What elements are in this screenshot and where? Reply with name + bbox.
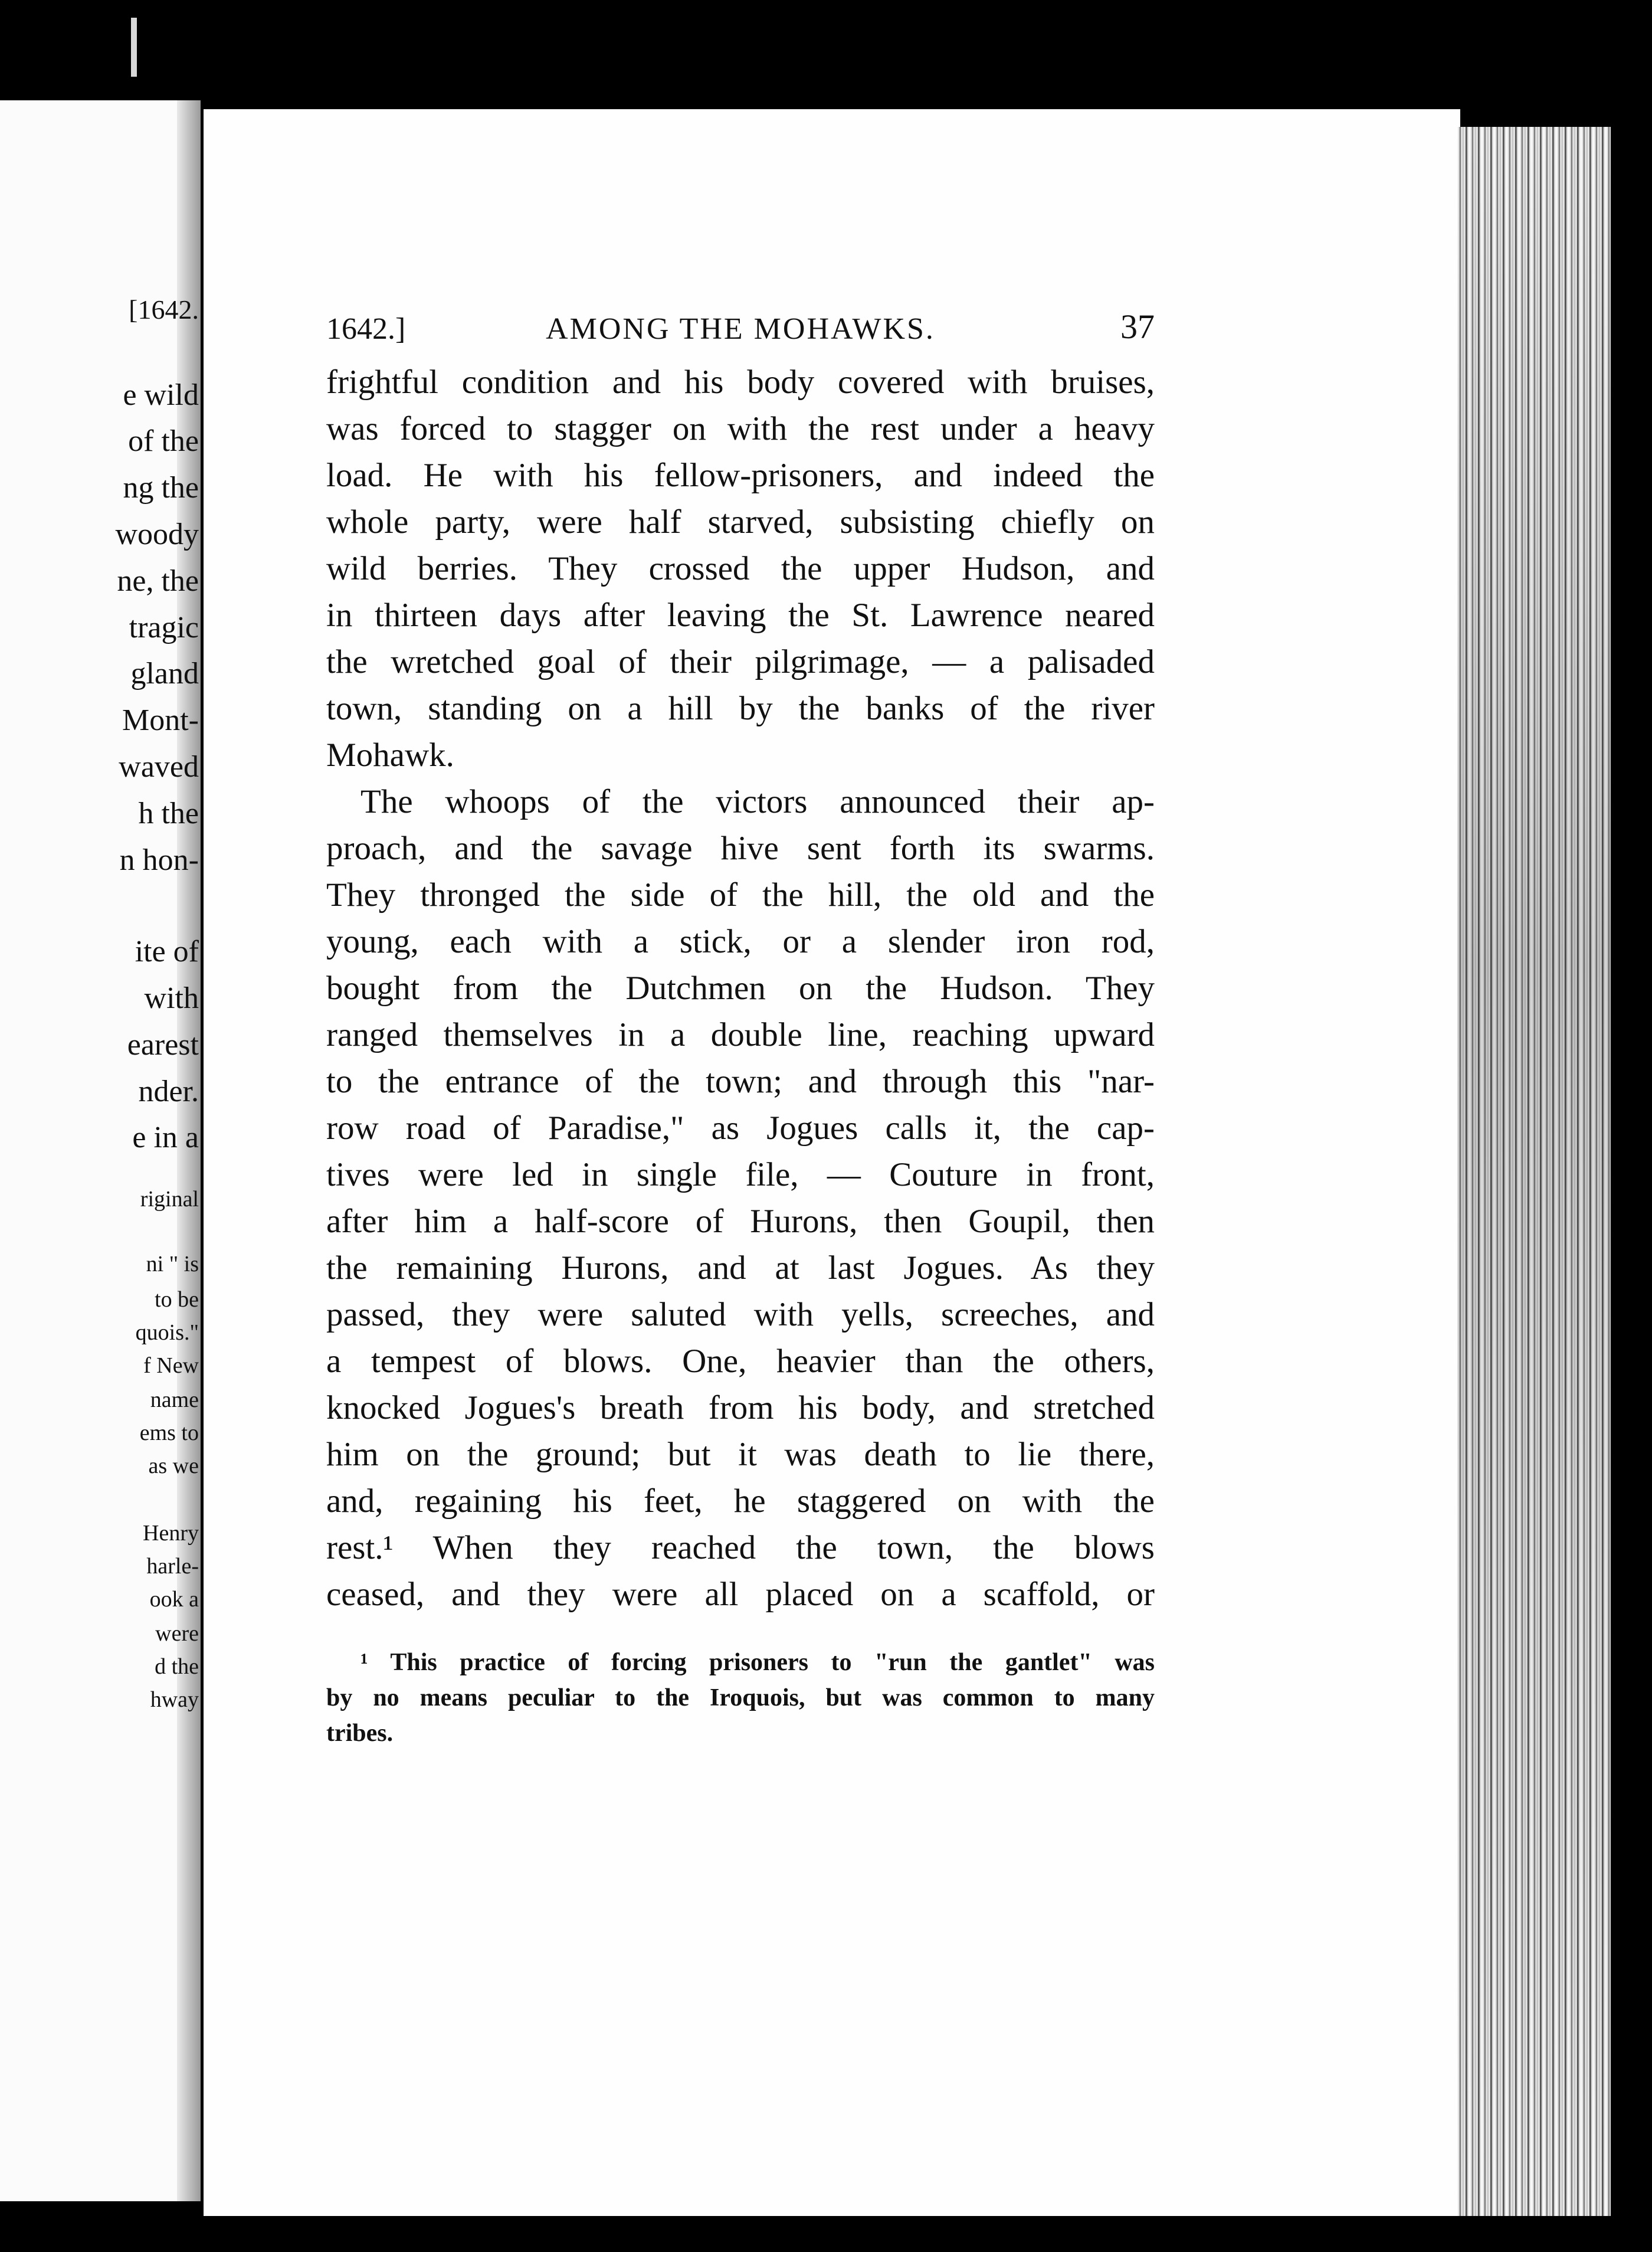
body-line: a tempest of blows. One, heavier than the others, bbox=[326, 1343, 1155, 1380]
left-page-note-line: ems to bbox=[139, 1420, 199, 1445]
body-line: wild berries. They crossed the upper Hudson, and bbox=[326, 550, 1155, 587]
body-line: frightful condition and his body covered with bruises, bbox=[326, 364, 1155, 401]
left-running-head: [1642. bbox=[129, 294, 199, 325]
footnote bbox=[326, 1645, 1155, 1751]
left-page-line: e wild bbox=[123, 378, 199, 412]
left-page-note-line: to be bbox=[155, 1287, 199, 1312]
page-edges-shade bbox=[1457, 127, 1611, 2216]
left-page-note-line: as we bbox=[148, 1454, 199, 1478]
left-page-note-line: hway bbox=[150, 1687, 199, 1712]
body-line: him on the ground; but it was death to lie there, bbox=[326, 1436, 1155, 1473]
body-line: The whoops of the victors announced their ap- bbox=[360, 783, 1155, 820]
body-line: tives were led in single file, — Couture in front, bbox=[326, 1156, 1155, 1193]
left-page-note-line: ook a bbox=[149, 1587, 199, 1612]
body-line: whole party, were half starved, subsisting chiefly on bbox=[326, 503, 1155, 541]
body-line: the remaining Hurons, and at last Jogues. As they bbox=[326, 1249, 1155, 1287]
spine-mark bbox=[131, 18, 137, 77]
left-page-line: e in a bbox=[132, 1121, 199, 1154]
body-line: town, standing on a hill by the banks of the river bbox=[326, 690, 1155, 727]
left-page-line: Mont- bbox=[122, 703, 199, 737]
left-page-line: ne, the bbox=[117, 564, 199, 598]
body-line: They thronged the side of the hill, the old and the bbox=[326, 876, 1155, 914]
footnote-line: ¹ This practice of forcing prisoners to "run the gantlet" was bbox=[360, 1649, 1155, 1676]
body-line: Mohawk. bbox=[326, 737, 454, 774]
left-page-note-line: quois." bbox=[135, 1320, 199, 1345]
body-line: young, each with a stick, or a slender iron rod, bbox=[326, 923, 1155, 960]
left-page-note-line: Henry bbox=[143, 1521, 199, 1546]
left-page-line: woody bbox=[115, 518, 199, 551]
body-line: was forced to stagger on with the rest under a heavy bbox=[326, 410, 1155, 447]
body-text bbox=[326, 359, 1155, 1618]
left-page-note-line: ni " is bbox=[146, 1252, 199, 1276]
body-line: row road of Paradise," as Jogues calls it, the cap- bbox=[326, 1109, 1155, 1147]
left-page-line: gland bbox=[130, 657, 199, 690]
left-page-note-line: riginal bbox=[140, 1187, 199, 1212]
left-page-note-line: f New bbox=[143, 1353, 199, 1378]
left-page-line: of the bbox=[128, 424, 199, 458]
left-page-note-line: d the bbox=[155, 1654, 199, 1679]
left-page-line: earest bbox=[127, 1028, 199, 1062]
page-text-block bbox=[326, 300, 1155, 1751]
left-page-line: ng the bbox=[123, 471, 199, 505]
left-page-line: n hon- bbox=[119, 843, 199, 877]
left-page-note-line: name bbox=[150, 1387, 199, 1412]
body-line: to the entrance of the town; and through this "nar- bbox=[326, 1063, 1155, 1100]
running-head bbox=[326, 300, 1155, 359]
running-head-year: 1642.] bbox=[326, 312, 406, 346]
body-line: ceased, and they were all placed on a scaffold, or bbox=[326, 1576, 1155, 1613]
body-line: passed, they were saluted with yells, screeches, and bbox=[326, 1296, 1155, 1333]
left-page-note-line: were bbox=[155, 1621, 199, 1646]
body-line: knocked Jogues's breath from his body, and stretched bbox=[326, 1389, 1155, 1426]
footnote-line: tribes. bbox=[326, 1720, 394, 1747]
left-page-note-line: harle- bbox=[146, 1554, 199, 1579]
body-line: ranged themselves in a double line, reaching upward bbox=[326, 1016, 1155, 1053]
body-line: after him a half-score of Hurons, then Goupil, then bbox=[326, 1203, 1155, 1240]
left-page-line: nder. bbox=[138, 1075, 199, 1108]
body-line: the wretched goal of their pilgrimage, — a palisaded bbox=[326, 643, 1155, 680]
left-page-line: h the bbox=[138, 797, 199, 830]
left-page-line: waved bbox=[119, 750, 199, 784]
body-line: bought from the Dutchmen on the Hudson. They bbox=[326, 970, 1155, 1007]
body-line: load. He with his fellow-prisoners, and indeed the bbox=[326, 457, 1155, 494]
body-line: in thirteen days after leaving the St. Lawrence neared bbox=[326, 597, 1155, 634]
body-line: proach, and the savage hive sent forth its swarms. bbox=[326, 830, 1155, 867]
running-head-title: AMONG THE MOHAWKS. bbox=[546, 312, 935, 346]
body-line: and, regaining his feet, he staggered on with the bbox=[326, 1482, 1155, 1520]
footnote-line: by no means peculiar to the Iroquois, but was common to many bbox=[326, 1684, 1155, 1711]
body-line: rest.¹ When they reached the town, the blows bbox=[326, 1529, 1155, 1566]
left-page-line: ite of bbox=[135, 935, 199, 968]
left-page-line: tragic bbox=[129, 611, 199, 644]
left-page-line: with bbox=[144, 981, 199, 1015]
page-number: 37 bbox=[1120, 307, 1155, 346]
